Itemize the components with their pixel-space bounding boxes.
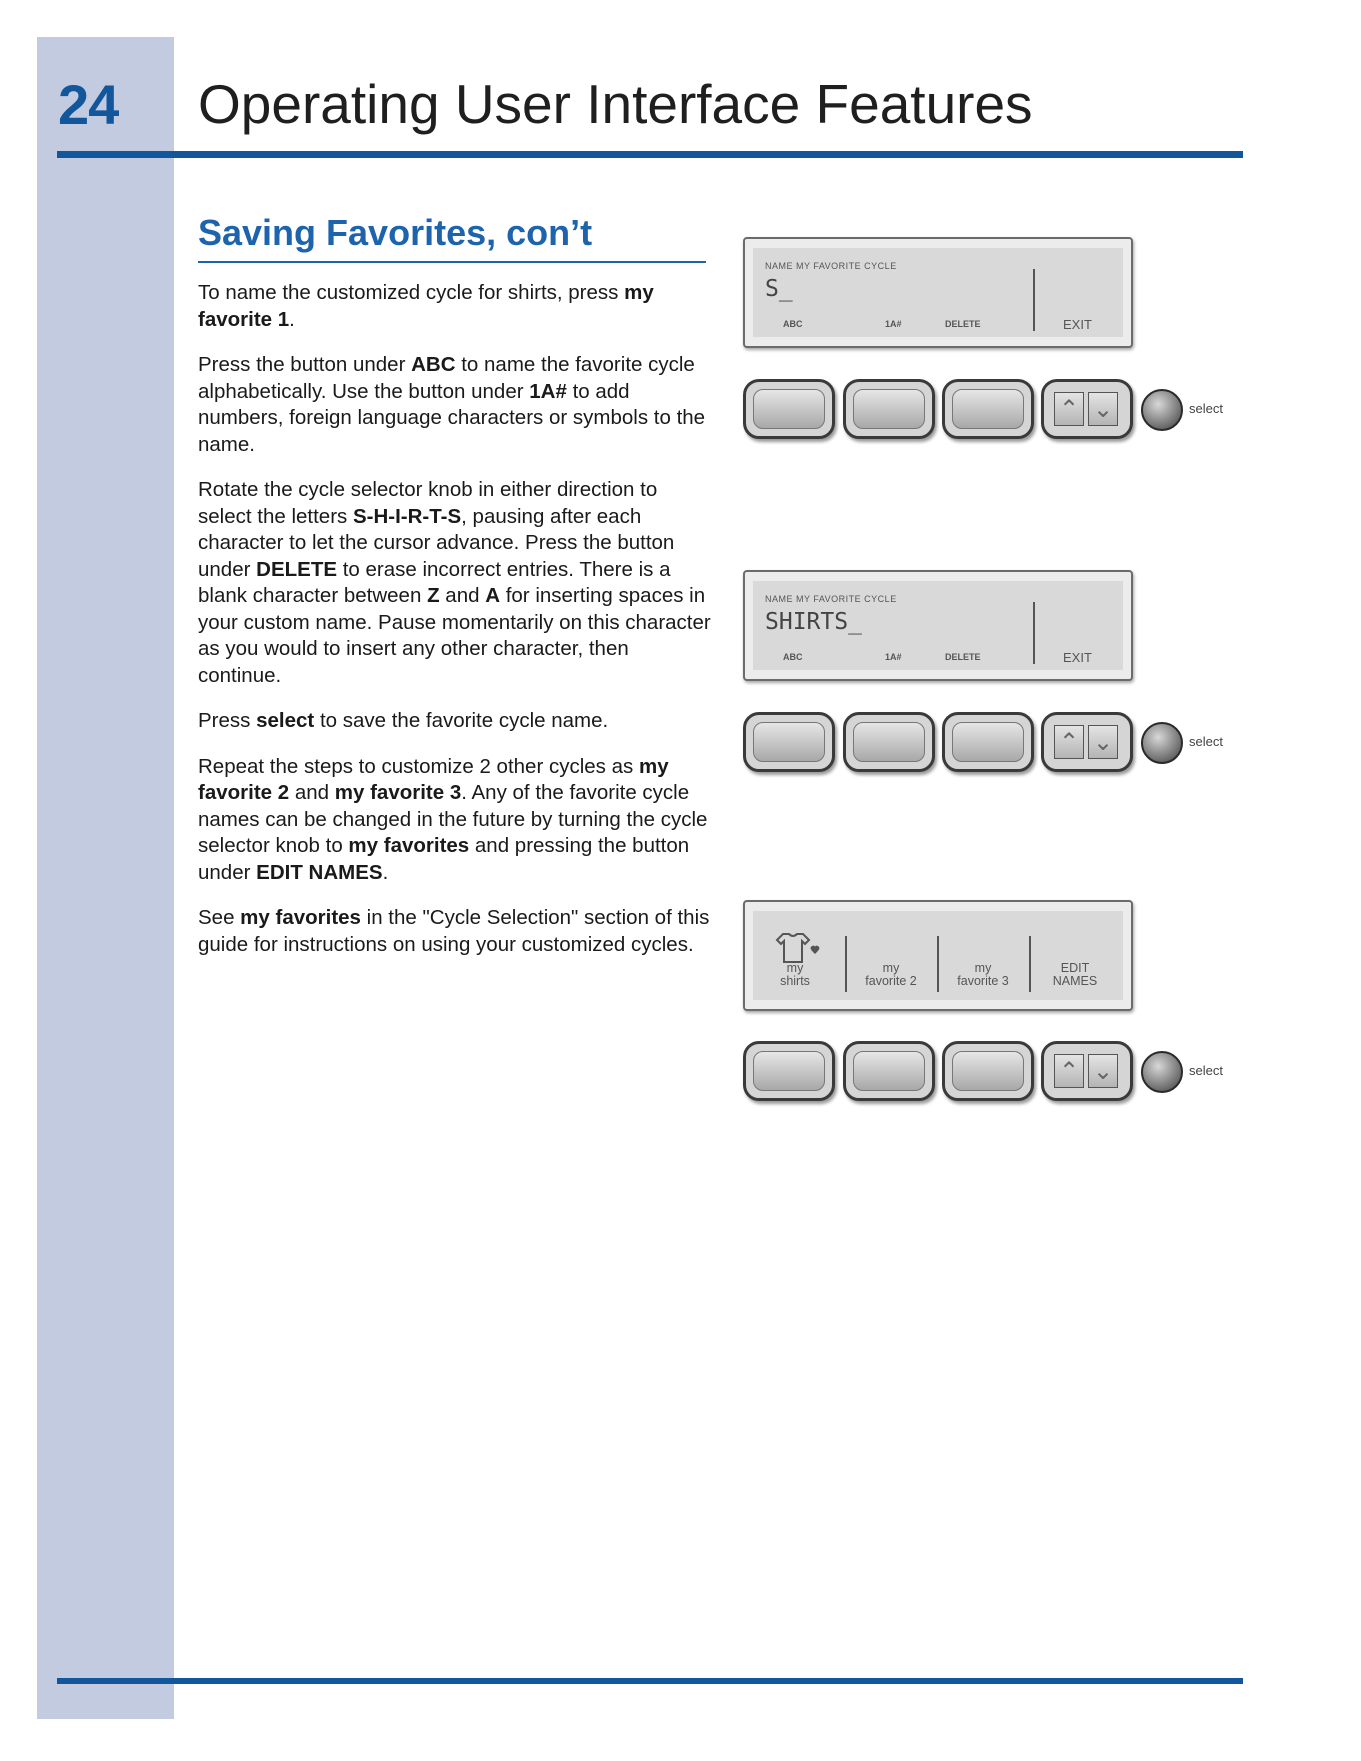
paragraph-select: Press select to save the favorite cycle name. bbox=[198, 709, 609, 732]
footer-rule bbox=[57, 1678, 1243, 1684]
paragraph-name-cycle: To name the customized cycle for shirts, press my favorite 1. bbox=[198, 281, 654, 331]
control-panel-1 bbox=[743, 379, 1233, 439]
lcd-label-abc: ABC bbox=[783, 652, 803, 662]
select-label: select bbox=[1189, 401, 1223, 416]
menu-item-edit-names: EDIT NAMES bbox=[1052, 961, 1098, 988]
lcd-entry-text: SHIRTS_ bbox=[765, 609, 862, 635]
select-button[interactable] bbox=[1141, 389, 1183, 431]
down-arrow-button[interactable]: ⌄ bbox=[1088, 725, 1118, 759]
down-arrow-button[interactable]: ⌄ bbox=[1088, 392, 1118, 426]
panel-button-1[interactable] bbox=[743, 1041, 835, 1101]
arrow-buttons bbox=[1041, 712, 1133, 772]
paragraph-rotate: Rotate the cycle selector knob in either direction to select the letters S-H-I-R-T-S, pausing after each character to let the cursor advance. Press the button under DELETE to erase incorrect entries. There is a blank character between Z and A for inserting spaces in your custom name. Pause momentarily on this character as you would to insert any other character, then continue. bbox=[198, 478, 711, 687]
arrow-buttons bbox=[1041, 1041, 1133, 1101]
lcd-display-favorites-menu bbox=[743, 900, 1133, 1011]
select-button[interactable] bbox=[1141, 722, 1183, 764]
paragraph-see: See my favorites in the "Cycle Selection" section of this guide for instructions on using your customized cycles. bbox=[198, 906, 710, 956]
up-arrow-button[interactable]: ⌃ bbox=[1054, 1054, 1084, 1088]
header-rule bbox=[57, 151, 1243, 158]
panel-button-2[interactable] bbox=[843, 712, 935, 772]
section-heading: Saving Favorites, con’t bbox=[198, 212, 593, 253]
panel-button-1[interactable] bbox=[743, 712, 835, 772]
paragraph-repeat: Repeat the steps to customize 2 other cycles as my favorite 2 and my favorite 3. Any of the favorite cycle names can be changed in the future by turning the cycle selector knob to my favorites and pressing the button under EDIT NAMES. bbox=[198, 754, 708, 884]
menu-item-my-favorite-3: my favorite 3 bbox=[957, 961, 1009, 988]
down-arrow-button[interactable]: ⌄ bbox=[1088, 1054, 1118, 1088]
section-heading-rule bbox=[198, 261, 706, 263]
control-panel-3 bbox=[743, 1041, 1233, 1101]
lcd-label-delete: DELETE bbox=[945, 652, 981, 662]
panel-button-3[interactable] bbox=[942, 1041, 1034, 1101]
control-panel-2 bbox=[743, 712, 1233, 772]
lcd-display-name-complete bbox=[743, 570, 1133, 681]
up-arrow-button[interactable]: ⌃ bbox=[1054, 392, 1084, 426]
lcd-label-1a: 1A# bbox=[885, 319, 902, 329]
select-label: select bbox=[1189, 1063, 1223, 1078]
lcd-display-name-entry bbox=[743, 237, 1133, 348]
panel-button-2[interactable] bbox=[843, 1041, 935, 1101]
panel-button-2[interactable] bbox=[843, 379, 935, 439]
select-label: select bbox=[1189, 734, 1223, 749]
lcd-divider bbox=[1033, 269, 1035, 331]
sidebar-band bbox=[37, 37, 174, 1719]
lcd-entry-text: S_ bbox=[765, 276, 793, 302]
shirt-heart-icon bbox=[775, 932, 825, 964]
lcd-label-exit: EXIT bbox=[1063, 317, 1092, 332]
menu-item-my-favorite-2: my favorite 2 bbox=[865, 961, 917, 988]
lcd-label-abc: ABC bbox=[783, 319, 803, 329]
lcd-heading: NAME MY FAVORITE CYCLE bbox=[765, 261, 897, 271]
panel-button-1[interactable] bbox=[743, 379, 835, 439]
body-text bbox=[198, 280, 714, 977]
select-button[interactable] bbox=[1141, 1051, 1183, 1093]
panel-button-3[interactable] bbox=[942, 712, 1034, 772]
paragraph-abc: Press the button under ABC to name the favorite cycle alphabetically. Use the button under 1A# to add numbers, foreign language characters or symbols to the name. bbox=[198, 353, 706, 456]
lcd-label-1a: 1A# bbox=[885, 652, 902, 662]
menu-item-my-shirts: my shirts bbox=[780, 961, 810, 988]
panel-button-3[interactable] bbox=[942, 379, 1034, 439]
lcd-heading: NAME MY FAVORITE CYCLE bbox=[765, 594, 897, 604]
lcd-divider bbox=[1033, 602, 1035, 664]
page-number: 24 bbox=[58, 73, 119, 136]
lcd-label-delete: DELETE bbox=[945, 319, 981, 329]
page-title: Operating User Interface Features bbox=[198, 73, 1033, 135]
up-arrow-button[interactable]: ⌃ bbox=[1054, 725, 1084, 759]
arrow-buttons bbox=[1041, 379, 1133, 439]
lcd-label-exit: EXIT bbox=[1063, 650, 1092, 665]
